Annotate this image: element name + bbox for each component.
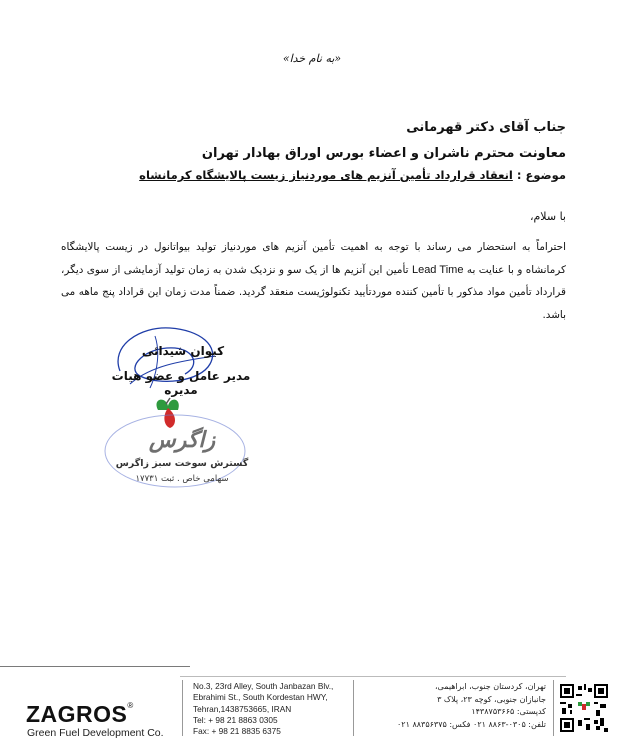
footer-logo-subtitle: Green Fuel Development Co.: [27, 727, 164, 739]
body-part-2: تأمین این آنزیم ها از یک سو و نزدیک شدن به زمان تولید آزمایشی از سوی دیگر، قرارداد تأمین مواد مذکور با تأمین کننده موردتأیید تکنولوژیست منعقد گردید. ضمناً مدت زمان این قراداد پنج ماهه می باشد.: [61, 263, 566, 321]
stamp-brand: زاگرس: [148, 428, 216, 453]
footer-divider: [553, 680, 554, 736]
subject-label: موضوع :: [516, 168, 566, 182]
footer-rule: [180, 676, 566, 677]
footer-rule-left: [0, 666, 190, 667]
signatory-name: کیوان شیدائی: [141, 344, 225, 358]
footer-logo: ZAGROS®: [26, 701, 134, 727]
stamp-registration: سهامی خاص . ثبت ۱۷۷۳۱: [135, 474, 229, 484]
lead-time-term: Lead Time: [411, 263, 464, 276]
recipient-title: معاونت محترم ناشران و اعضاء بورس اوراق بهادار تهران: [201, 146, 566, 161]
invocation: «به نام خدا»: [282, 52, 342, 65]
subject-text: انعقاد قرارداد تأمین آنزیم های موردنیاز زیست پالایشگاه کرمانشاه: [139, 168, 513, 182]
body-part-1: احتراماً به استحضار می رساند با توجه به اهمیت تأمین آنزیم های موردنیاز تولید بیواتانول در زیست پالایشگاه کرمانشاه و با عنایت به: [61, 241, 566, 276]
footer-divider: [182, 680, 183, 736]
greeting: با سلام،: [529, 210, 566, 223]
footer-divider: [353, 680, 354, 736]
signatory-title: مدیر عامل و عضو هیات مدیره: [111, 369, 251, 397]
subject-line: [86, 168, 566, 182]
letter-body: [61, 236, 566, 326]
footer-address-fa: تهران، کردستان جنوب، ابراهیمی، جانبازان جنوبی، کوچه ۲۳، پلاک ۳ کدپستی: ۱۴۳۸۷۵۳۶۶۵ تلفن: ۰۳۰۵-۸۸۶۳ ۰۲۱ فکس: ۸۸۳۵۶۳۷۵ ۰۲۱: [397, 682, 546, 729]
footer-address-en: No.3, 23rd Alley, South Janbazan Blv., Ebrahimi St., South Kordestan HWY, Tehran,1438753665, IRAN Tel: + 98 21 8863 0305 Fax: + 98 21 8835 6375: [193, 681, 334, 737]
recipient: جناب آقای دکتر قهرمانی: [406, 120, 566, 135]
qr-code: [560, 684, 608, 732]
stamp-company-name: گسترش سوخت سبز زاگرس: [115, 458, 249, 469]
